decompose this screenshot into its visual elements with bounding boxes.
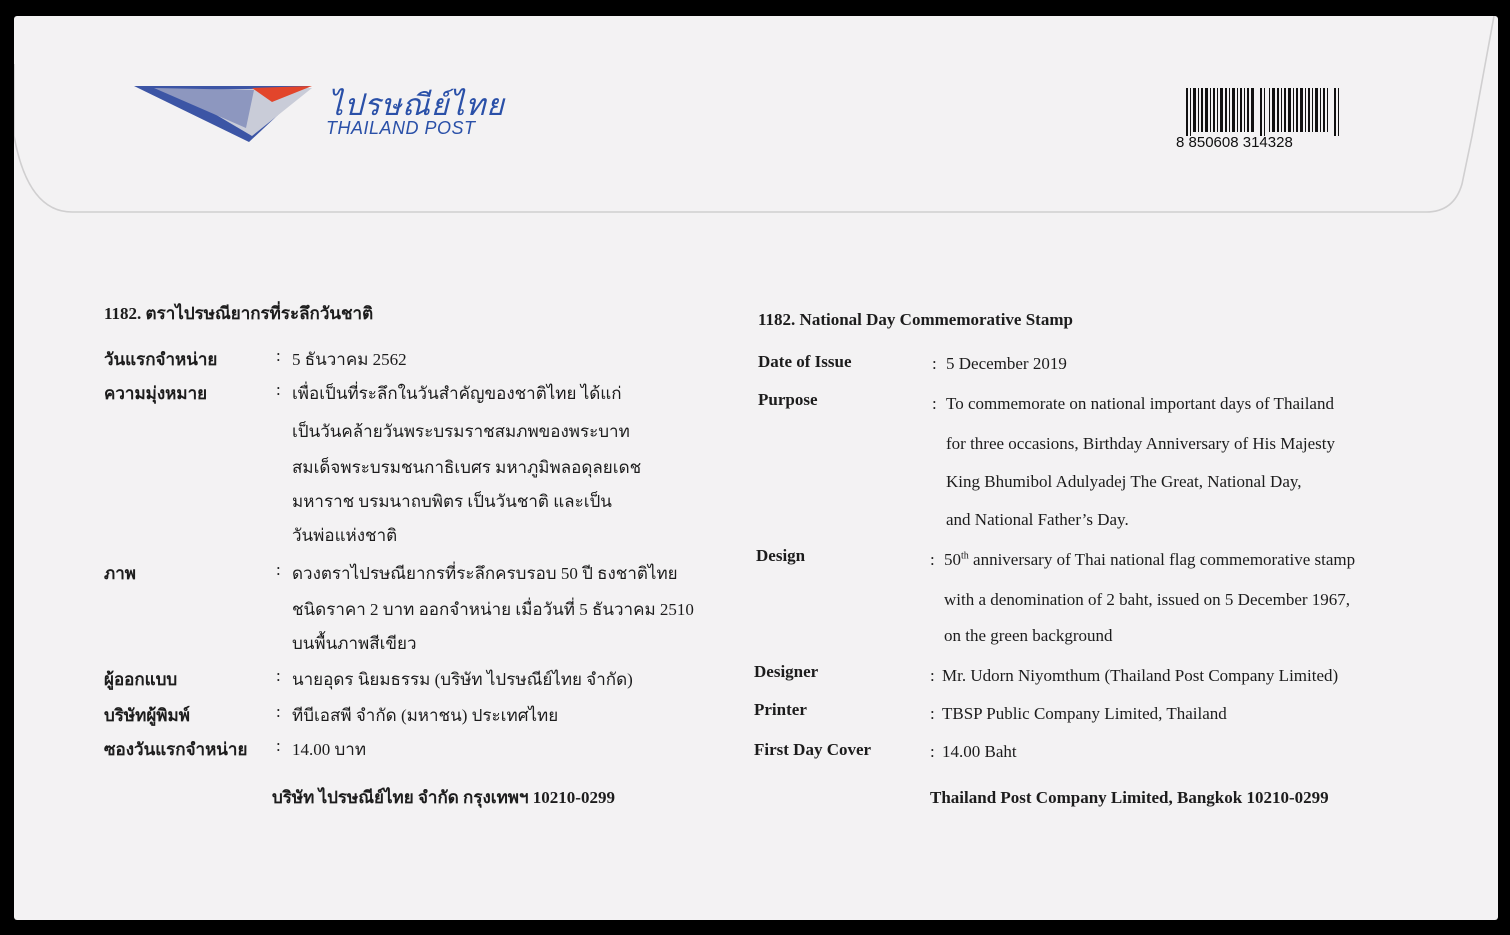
- thai-value-fdc: 14.00 บาท: [292, 740, 367, 759]
- barcode-number: 8 850608 314328: [1176, 134, 1293, 151]
- thai-label-designer: ผู้ออกแบบ: [104, 670, 178, 689]
- thai-purpose-line: มหาราช บรมนาถบพิตร เป็นวันชาติ และเป็น: [292, 492, 612, 511]
- en-label-designer: Designer: [754, 662, 819, 681]
- thailand-post-wing-icon: [134, 84, 324, 144]
- thai-colon: :: [276, 702, 281, 721]
- thai-label-issue-date: วันแรกจำหน่าย: [104, 350, 218, 369]
- thai-label-purpose: ความมุ่งหมาย: [104, 384, 208, 403]
- thai-purpose-line: เพื่อเป็นที่ระลึกในวันสำคัญของชาติไทย ได้แก่: [292, 384, 622, 403]
- thai-colon: :: [276, 736, 281, 755]
- thai-purpose-line: สมเด็จพระบรมชนกาธิเบศร มหาภูมิพลอดุลยเดช: [292, 458, 642, 477]
- en-purpose-line: and National Father’s Day.: [946, 510, 1129, 529]
- en-colon: :: [930, 704, 935, 723]
- en-colon: :: [932, 394, 937, 413]
- logo-english-text: THAILAND POST: [326, 118, 476, 138]
- thai-image-line: ชนิดราคา 2 บาท ออกจำหน่าย เมื่อวันที่ 5 ธันวาคม 2510: [292, 600, 694, 619]
- en-design-line: with a denomination of 2 baht, issued on 5 December 1967,: [944, 590, 1351, 609]
- thai-colon: :: [276, 560, 281, 579]
- thai-colon: :: [276, 380, 281, 399]
- en-label-design: Design: [756, 546, 806, 565]
- envelope-back: [14, 16, 1498, 920]
- en-purpose-line: To commemorate on national important days of Thailand: [946, 394, 1334, 413]
- thailand-post-logo: [134, 82, 514, 162]
- thai-label-image: ภาพ: [104, 564, 136, 583]
- thai-label-printer: บริษัทผู้พิมพ์: [104, 706, 190, 725]
- en-design-line: on the green background: [944, 626, 1113, 645]
- en-design-line: 50th anniversary of Thai national flag commemorative stamp: [944, 550, 1356, 569]
- en-label-printer: Printer: [754, 700, 807, 719]
- en-colon: :: [930, 550, 935, 569]
- thai-purpose-line: วันพ่อแห่งชาติ: [292, 526, 398, 545]
- en-purpose-line: King Bhumibol Adulyadej The Great, National Day,: [946, 472, 1302, 491]
- thai-value-issue-date: 5 ธันวาคม 2562: [292, 350, 407, 369]
- en-value-designer: Mr. Udorn Niyomthum (Thailand Post Company Limited): [942, 666, 1339, 685]
- en-colon: :: [932, 354, 937, 373]
- en-label-purpose: Purpose: [758, 390, 818, 409]
- thai-value-designer: นายอุดร นิยมธรรม (บริษัท ไปรษณีย์ไทย จำกัด): [292, 670, 633, 689]
- english-section-title: 1182. National Day Commemorative Stamp: [758, 310, 1073, 329]
- en-footer: Thailand Post Company Limited, Bangkok 10210-0299: [930, 788, 1329, 807]
- en-value-first-day-cover: 14.00 Baht: [942, 742, 1017, 761]
- thai-image-line: ดวงตราไปรษณียากรที่ระลึกครบรอบ 50 ปี ธงชาติไทย: [292, 564, 678, 583]
- en-value-printer: TBSP Public Company Limited, Thailand: [942, 704, 1227, 723]
- thai-purpose-line: เป็นวันคล้ายวันพระบรมราชสมภพของพระบาท: [292, 422, 630, 441]
- en-label-first-day-cover: First Day Cover: [754, 740, 872, 759]
- en-value-date-of-issue: 5 December 2019: [946, 354, 1067, 373]
- en-colon: :: [930, 666, 935, 685]
- thai-value-printer: ทีบีเอสพี จำกัด (มหาชน) ประเทศไทย: [292, 706, 559, 725]
- en-colon: :: [930, 742, 935, 761]
- thai-footer: บริษัท ไปรษณีย์ไทย จำกัด กรุงเทพฯ 10210-0299: [272, 788, 615, 807]
- en-label-date-of-issue: Date of Issue: [758, 352, 852, 371]
- en-purpose-line: for three occasions, Birthday Anniversary of His Majesty: [946, 434, 1336, 453]
- thai-label-fdc: ซองวันแรกจำหน่าย: [104, 740, 248, 759]
- thai-colon: :: [276, 666, 281, 685]
- thai-colon: :: [276, 346, 281, 365]
- logo-thai-text: ไปรษณีย์ไทย: [328, 88, 505, 123]
- thai-image-line: บนพื้นภาพสีเขียว: [292, 634, 417, 653]
- thai-section-title: 1182. ตราไปรษณียากรที่ระลึกวันชาติ: [104, 304, 374, 323]
